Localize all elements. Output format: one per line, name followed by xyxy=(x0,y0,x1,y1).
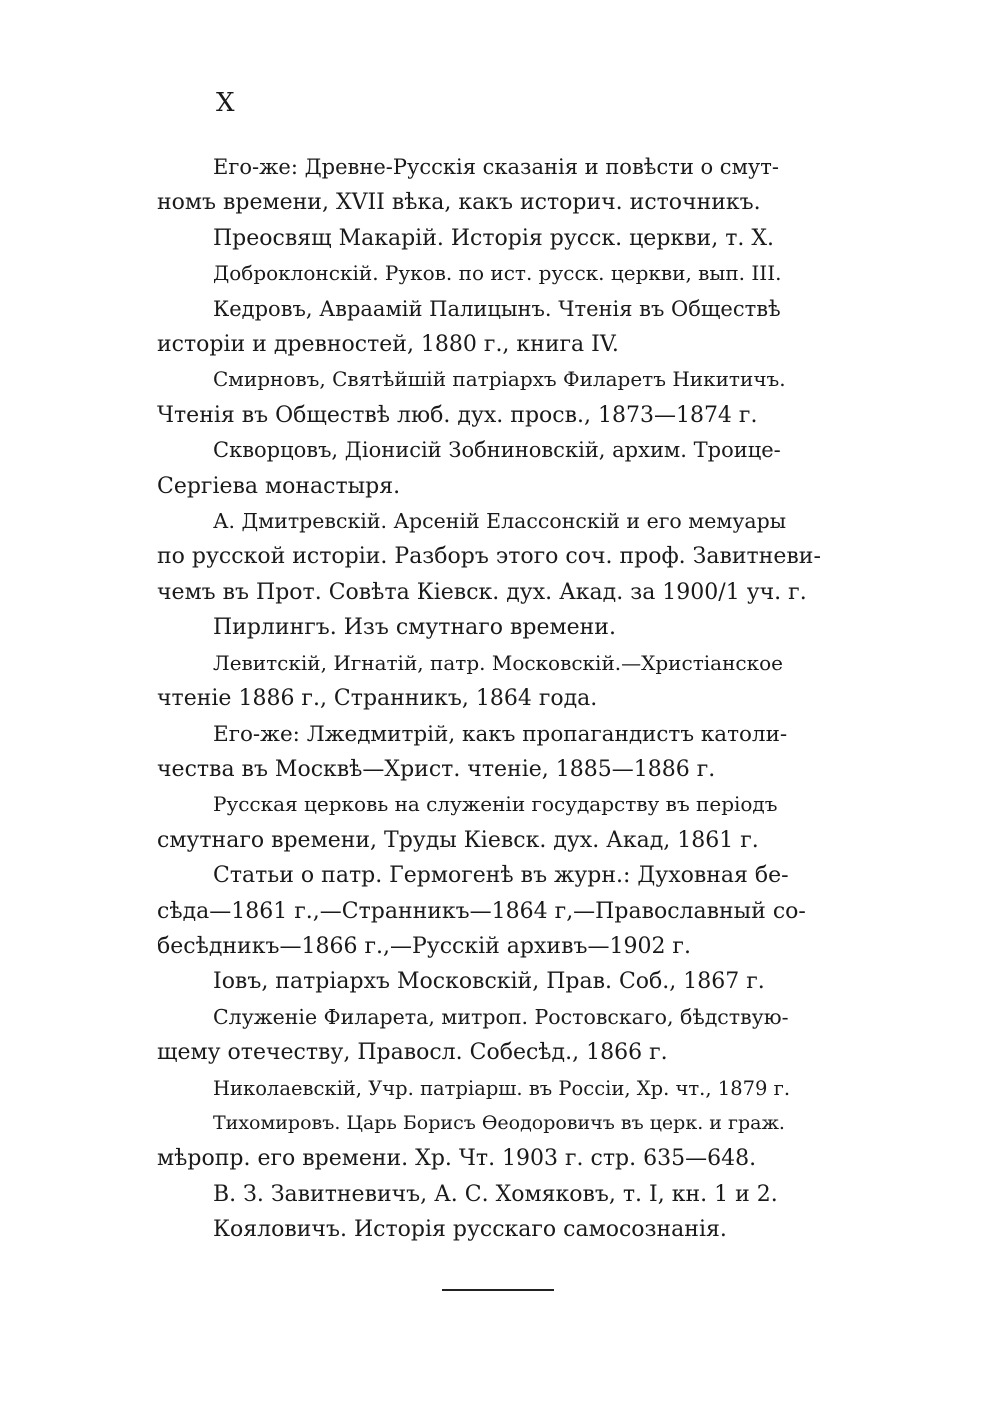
entry-line: Николаевскій, Учр. патріарш. въ Россіи, Хр. чт., 1879 г. xyxy=(213,1076,791,1100)
entry-line: А. Дмитревскій. Арсеній Елассонскій и его мемуары xyxy=(213,509,787,534)
bibliography-entry xyxy=(157,964,847,999)
entry-line: Его-же: Древне-Русскія сказанія и повѣсти о смут- xyxy=(213,155,779,179)
entry-line: Пирлингъ. Изъ смутнаго времени. xyxy=(213,615,616,641)
entry-line: номъ времени, XVII вѣка, какъ историч. источникъ. xyxy=(157,190,761,216)
bibliography-entry xyxy=(157,1106,847,1177)
bibliography-entry xyxy=(157,150,847,221)
bibliography-entry xyxy=(157,1071,847,1106)
entry-line: чтеніе 1886 г., Странникъ, 1864 года. xyxy=(157,686,598,712)
entry-line: щему отечеству, Правосл. Собесѣд., 1866 г. xyxy=(157,1040,668,1066)
bibliography-entry xyxy=(157,362,847,433)
bibliography-entry xyxy=(157,221,847,256)
closing-rule xyxy=(442,1289,554,1291)
entry-line: Преосвящ Макарій. Исторія русск. церкви, т. X. xyxy=(213,225,775,251)
entry-line: Скворцовъ, Діонисій Зобниновскій, архим. Троице- xyxy=(213,438,781,463)
entry-line: Тихомировъ. Царь Борисъ Ѳеодоровичъ въ церк. и граж. xyxy=(213,1111,785,1134)
entry-line: чества въ Москвѣ—Христ. чтеніе, 1885—1886 г. xyxy=(157,756,716,782)
entry-line: Чтенія въ Обществѣ люб. дух. просв., 1873—1874 г. xyxy=(157,402,758,428)
entry-line: В. З. Завитневичъ, А. С. Хомяковъ, т. I, кн. 1 и 2. xyxy=(213,1181,778,1207)
entry-line: сѣда—1861 г.,—Странникъ—1864 г,—Православный со- xyxy=(157,898,806,924)
entry-line: Статьи о патр. Гермогенѣ въ журн.: Духовная бе- xyxy=(213,863,789,889)
bibliography-entry xyxy=(157,858,847,964)
bibliography-entry xyxy=(157,717,847,788)
bibliography-entry xyxy=(157,292,847,363)
entry-line: Сергіева монастыря. xyxy=(157,473,401,499)
entry-line: исторіи и древностей, 1880 г., книга IV. xyxy=(157,332,619,358)
bibliography-entry xyxy=(157,1212,847,1247)
entry-line: Доброклонскій. Руков. по ист. русск. церкви, вып. III. xyxy=(213,261,782,286)
bibliography-entry xyxy=(157,433,847,504)
bibliography-list xyxy=(157,150,847,1248)
entry-line: Іовъ, патріархъ Московскій, Прав. Соб., 1867 г. xyxy=(213,969,765,995)
bibliography-entry xyxy=(157,646,847,717)
entry-line: Его-же: Лжедмитрій, какъ пропагандистъ католи- xyxy=(213,721,788,747)
entry-line: Русская церковь на служеніи государству въ періодъ xyxy=(213,792,778,817)
entry-line: смутнаго времени, Труды Кіевск. дух. Акад, 1861 г. xyxy=(157,827,759,853)
entry-line: Служеніе Филарета, митроп. Ростовскаго, бѣдствую- xyxy=(213,1004,789,1029)
bibliography-entry xyxy=(157,504,847,610)
entry-line: по русской исторіи. Разборъ этого соч. проф. Завитневи- xyxy=(157,544,821,570)
bibliography-entry xyxy=(157,610,847,645)
bibliography-entry xyxy=(157,1000,847,1071)
page-number: X xyxy=(216,88,236,118)
bibliography-entry xyxy=(157,1177,847,1212)
entry-line: Кедровъ, Авраамій Палицынъ. Чтенія въ Обществѣ xyxy=(213,296,781,321)
bibliography-entry xyxy=(157,787,847,858)
entry-line: бесѣдникъ—1866 г.,—Русскій архивъ—1902 г. xyxy=(157,933,691,959)
entry-line: чемъ въ Прот. Совѣта Кіевск. дух. Акад. за 1900/1 уч. г. xyxy=(157,579,807,605)
entry-line: Кояловичъ. Исторія русскаго самосознанія. xyxy=(213,1217,727,1243)
entry-line: Левитскій, Игнатій, патр. Московскій.—Христіанское xyxy=(213,650,784,675)
entry-line: Смирновъ, Святѣйшій патріархъ Филаретъ Никитичъ. xyxy=(213,367,786,392)
entry-line: мѣропр. его времени. Хр. Чт. 1903 г. стр. 635—648. xyxy=(157,1146,757,1172)
bibliography-entry xyxy=(157,256,847,291)
